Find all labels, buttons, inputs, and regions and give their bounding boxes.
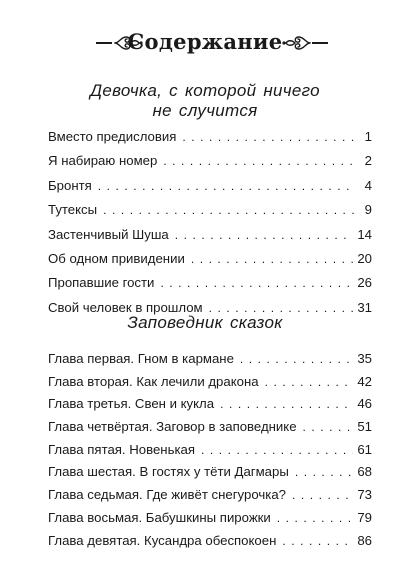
heading-rule-right — [312, 42, 328, 44]
toc-entry-label: Глава третья. Свен и кукла — [48, 396, 215, 412]
toc-entry-label: Бронтя — [48, 177, 92, 193]
leader-dots — [191, 249, 354, 269]
toc-entry-label: Глава шестая. В гостях у тёти Дагмары — [48, 464, 289, 480]
toc-entry[interactable] — [48, 349, 372, 372]
toc-entry[interactable] — [48, 462, 372, 485]
toc-entry-page: 20 — [357, 250, 372, 266]
toc-entry[interactable] — [48, 273, 372, 297]
contents-heading — [0, 26, 410, 60]
toc-entry-page: 46 — [357, 396, 372, 412]
toc-entry[interactable] — [48, 508, 372, 531]
toc-entry[interactable] — [48, 394, 372, 417]
toc-entry-page: 2 — [364, 153, 372, 169]
leader-dots — [240, 349, 353, 369]
toc-entry-label: Глава восьмая. Бабушкины пирожки — [48, 509, 271, 525]
page-title: Содержание — [127, 29, 283, 54]
toc-entry-page: 86 — [357, 532, 372, 548]
toc-list — [48, 127, 372, 322]
toc-entry-label: Глава первая. Гном в кармане — [48, 351, 234, 366]
leader-dots — [295, 462, 354, 482]
leader-dots — [98, 176, 354, 196]
toc-entry-page: 14 — [357, 226, 372, 242]
toc-entry-label: Вместо предисловия — [48, 129, 177, 144]
leader-dots — [303, 417, 354, 437]
toc-entry-page: 26 — [357, 275, 372, 291]
leader-dots — [282, 531, 353, 551]
section-title — [0, 313, 410, 333]
toc-entry[interactable] — [48, 200, 372, 224]
toc-entry[interactable] — [48, 151, 372, 175]
toc-entry-page: 73 — [357, 487, 372, 503]
toc-entry-page: 79 — [357, 509, 372, 525]
toc-entry-label: Застенчивый Шуша — [48, 226, 169, 242]
flourish-ornament-icon — [282, 31, 312, 55]
leader-dots — [175, 225, 354, 245]
toc-entry[interactable] — [48, 440, 372, 463]
toc-entry[interactable] — [48, 531, 372, 554]
toc-entry-label: Глава вторая. Как лечили дракона — [48, 373, 259, 389]
toc-entry-page: 68 — [357, 464, 372, 480]
toc-entry-page: 1 — [364, 129, 372, 144]
toc-entry[interactable] — [48, 127, 372, 151]
toc-entry-label: Глава седьмая. Где живёт снегурочка? — [48, 487, 286, 503]
leader-dots — [292, 485, 353, 505]
toc-entry-page: 9 — [364, 202, 372, 218]
toc-entry-label: Глава пятая. Новенькая — [48, 441, 195, 457]
section-title-line: не случится — [152, 101, 258, 120]
toc-entry[interactable] — [48, 176, 372, 200]
toc-entry-label: Об одном привидении — [48, 250, 185, 266]
leader-dots — [277, 508, 354, 528]
toc-entry-page: 4 — [364, 177, 372, 193]
toc-entry[interactable] — [48, 417, 372, 440]
toc-entry-label: Глава девятая. Кусандра обеспокоен — [48, 532, 277, 548]
toc-entry-label: Пропавшие гости — [48, 275, 155, 291]
leader-dots — [163, 151, 354, 171]
toc-entry-label: Глава четвёртая. Заговор в заповеднике — [48, 419, 297, 435]
toc-list — [48, 349, 372, 553]
toc-entry-page: 51 — [357, 419, 372, 435]
toc-entry[interactable] — [48, 485, 372, 508]
toc-entry-label: Я набираю номер — [48, 153, 158, 169]
leader-dots — [265, 372, 354, 392]
toc-entry-page: 35 — [357, 351, 372, 366]
toc-entry-label: Тутексы — [48, 202, 98, 218]
leader-dots — [103, 200, 354, 220]
leader-dots — [160, 273, 353, 293]
leader-dots — [182, 127, 354, 147]
leader-dots — [220, 394, 353, 414]
toc-entry-page: 42 — [357, 373, 372, 389]
toc-entry-label: Свой человек в прошлом — [48, 299, 203, 315]
toc-entry[interactable] — [48, 225, 372, 249]
leader-dots — [201, 440, 353, 460]
section-title — [0, 81, 410, 121]
toc-entry[interactable] — [48, 372, 372, 395]
section-title-line: Заповедник сказок — [127, 313, 283, 332]
section-title-line: Девочка, с которой ничего — [90, 81, 320, 100]
toc-entry[interactable] — [48, 249, 372, 273]
toc-entry-page: 61 — [357, 441, 372, 457]
toc-entry-page: 31 — [357, 299, 372, 315]
